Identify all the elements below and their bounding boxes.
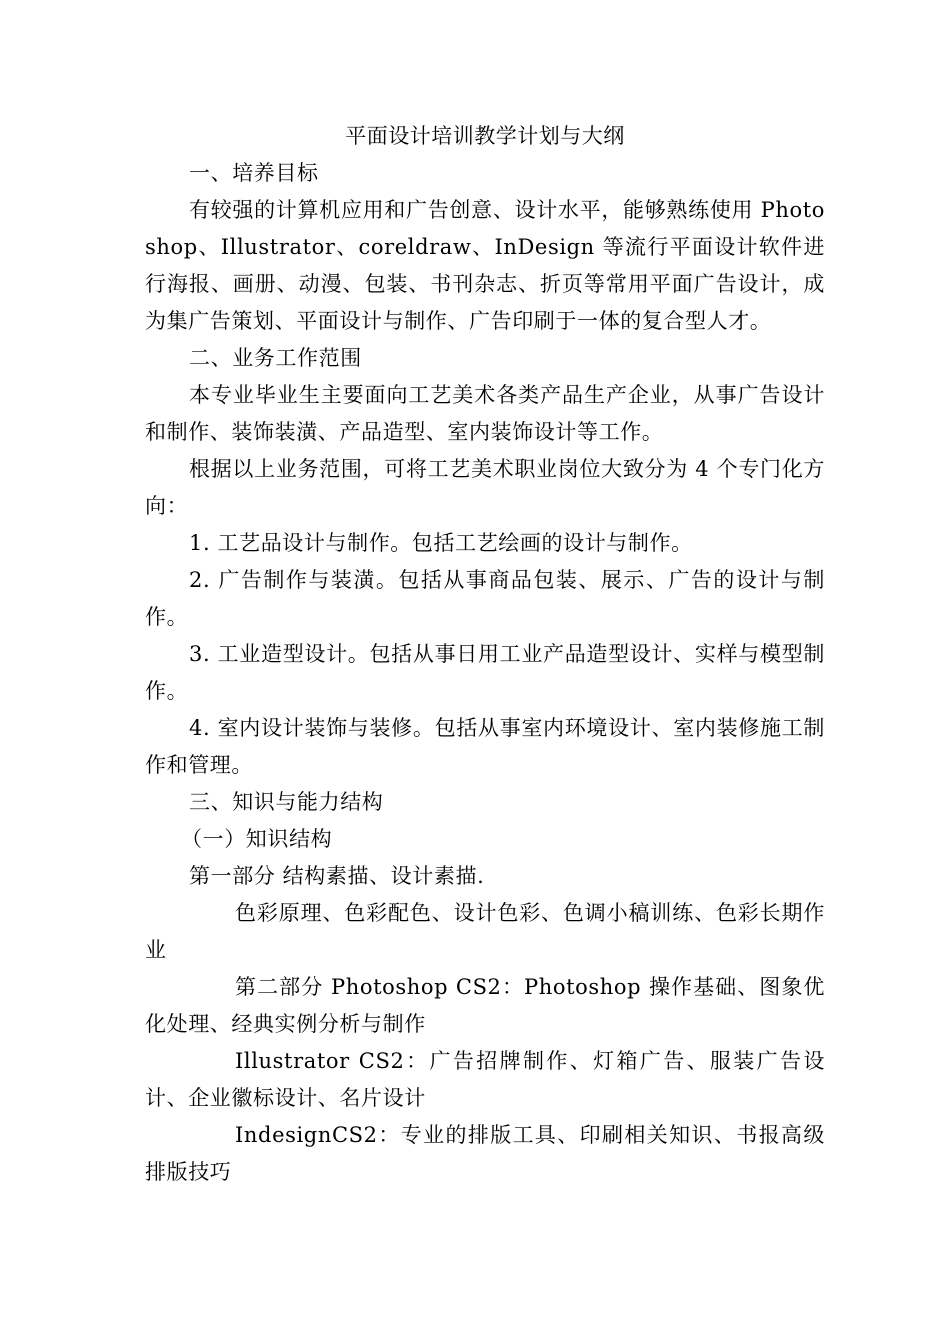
list-item-direction-1: 1. 工艺品设计与制作。包括工艺绘画的设计与制作。 <box>189 531 693 555</box>
paragraph-indesign: IndesignCS2：专业的排版工具、印刷相关知识、书报高级排版技巧 <box>145 1123 825 1184</box>
section-heading-knowledge-ability: 三、知识与能力结构 <box>189 790 384 814</box>
list-item-direction-4: 4. 室内设计装饰与装修。包括从事室内环境设计、室内装修施工制作和管理。 <box>145 716 825 777</box>
section-heading-work-scope: 二、业务工作范围 <box>189 346 362 370</box>
section-heading-training-goals: 一、培养目标 <box>189 161 319 185</box>
list-item-direction-3: 3. 工业造型设计。包括从事日用工业产品造型设计、实样与模型制作。 <box>145 642 825 703</box>
subsection-heading-knowledge-structure: （一）知识结构 <box>181 827 333 851</box>
paragraph-directions-intro: 根据以上业务范围，可将工艺美术职业岗位大致分为 4 个专门化方向： <box>145 457 825 518</box>
paragraph-part-two-photoshop: 第二部分 Photoshop CS2：Photoshop 操作基础、图象优化处理、经典实例分析与制作 <box>145 975 825 1036</box>
document-body <box>145 118 825 1191</box>
paragraph-illustrator: Illustrator CS2：广告招牌制作、灯箱广告、服装广告设计、企业徽标设计、名片设计 <box>145 1049 825 1110</box>
paragraph-work-scope: 本专业毕业生主要面向工艺美术各类产品生产企业，从事广告设计和制作、装饰装潢、产品造型、室内装饰设计等工作。 <box>145 383 825 444</box>
paragraph-training-goals: 有较强的计算机应用和广告创意、设计水平，能够熟练使用 Photoshop、Illustrator、coreldraw、InDesign 等流行平面设计软件进行海报、画册、动漫、包装、书刊杂志、折页等常用平面广告设计，成为集广告策划、平面设计与制作、广告印刷于一体的复合型人才。 <box>145 198 825 333</box>
paragraph-color-course: 色彩原理、色彩配色、设计色彩、色调小稿训练、色彩长期作业 <box>145 901 825 962</box>
list-item-direction-2: 2. 广告制作与装潢。包括从事商品包装、展示、广告的设计与制作。 <box>145 568 825 629</box>
document-title: 平面设计培训教学计划与大纲 <box>345 124 625 148</box>
paragraph-part-one: 第一部分 结构素描、设计素描. <box>189 864 485 888</box>
